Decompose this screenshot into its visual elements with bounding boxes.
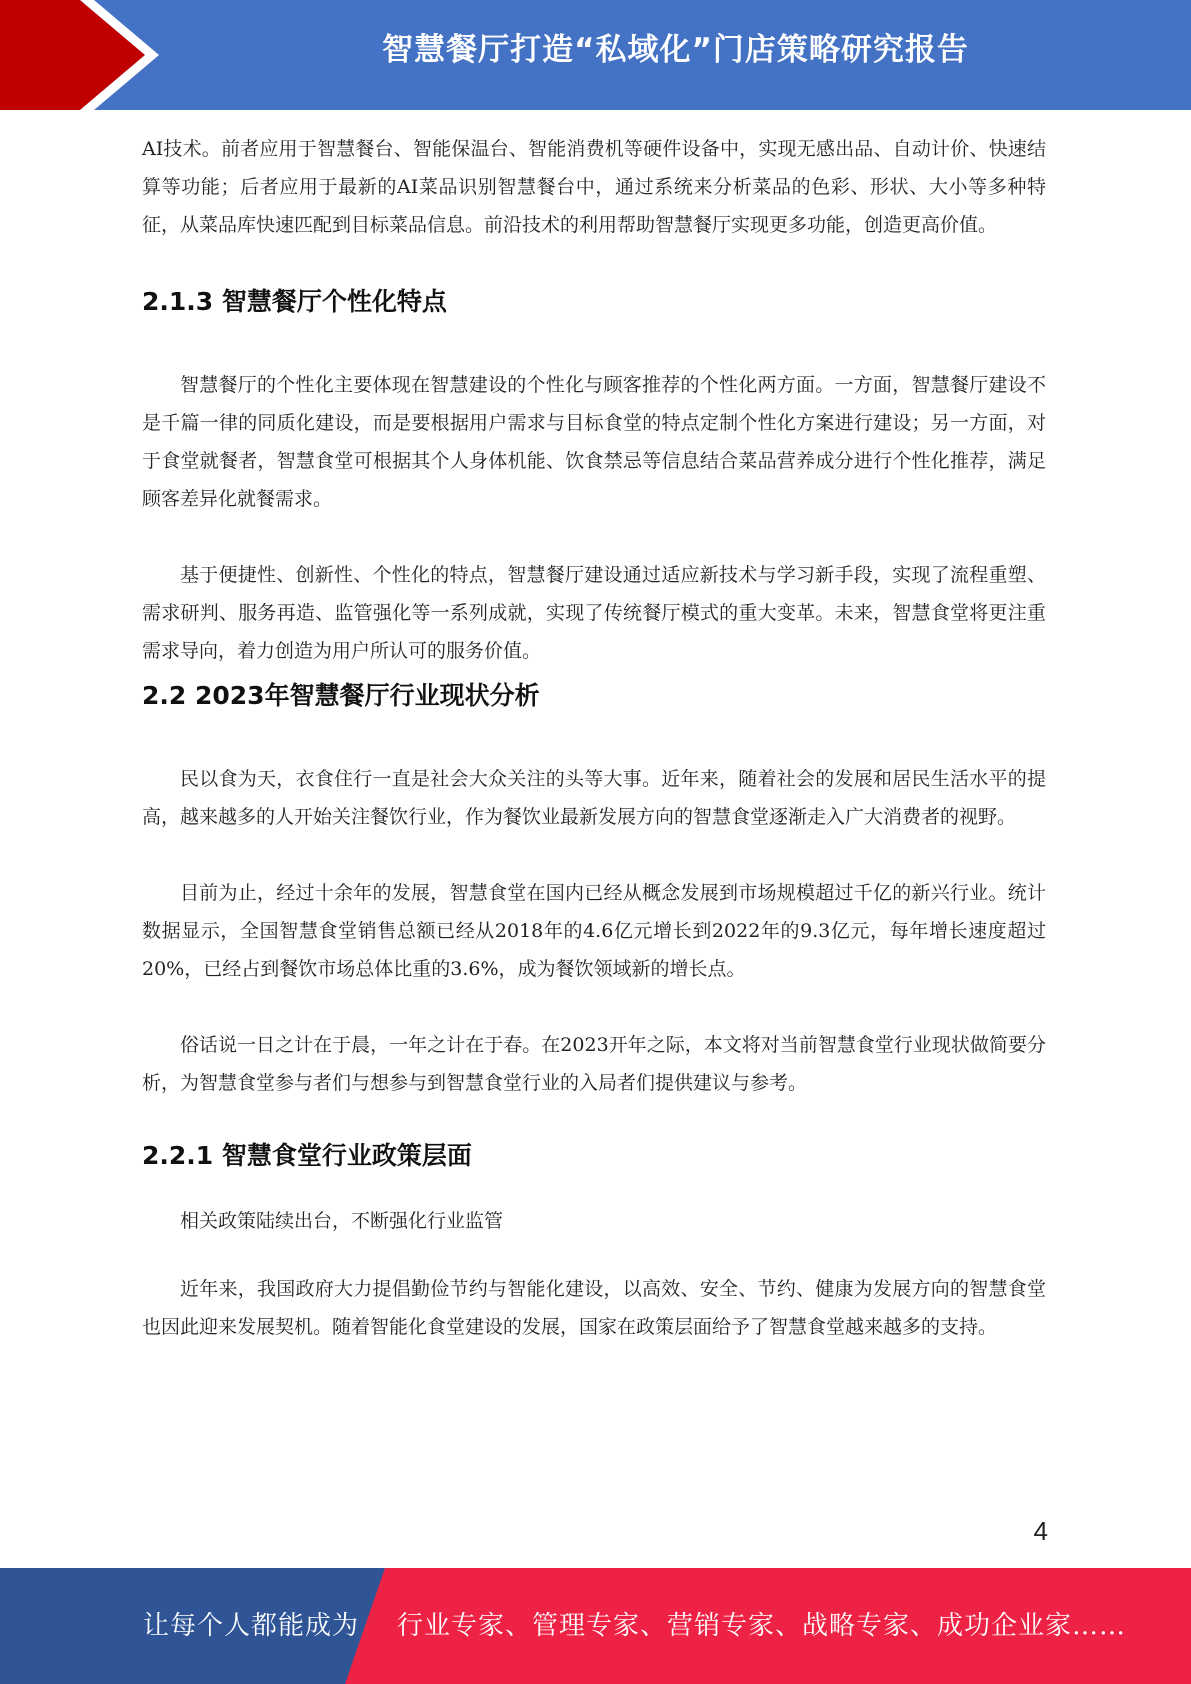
section-heading-2-2: 2.2 2023年智慧餐厅行业现状分析: [142, 681, 540, 710]
section-2-1-3-paragraph-1: 智慧餐厅的个性化主要体现在智慧建设的个性化与顾客推荐的个性化两方面。一方面，智慧餐厅建设不是千篇一律的同质化建设，而是要根据用户需求与目标食堂的特点定制个性化方案进行建设；另一方面，对于食堂就餐者，智慧食堂可根据其个人身体机能、饮食禁忌等信息结合菜品营养成分进行个性化推荐，满足顾客差异化就餐需求。: [142, 374, 1046, 510]
section-heading-2-1-3: 2.1.3 智慧餐厅个性化特点: [142, 287, 447, 316]
section-2-2-paragraph-3: 俗话说一日之计在于晨，一年之计在于春。在2023开年之际，本文将对当前智慧食堂行业现状做简要分析，为智慧食堂参与者们与想参与到智慧食堂行业的入局者们提供建议与参考。: [142, 1034, 1046, 1094]
page-number: 4: [1033, 1516, 1048, 1546]
footer-slogan-right: 行业专家、管理专家、营销专家、战略专家、成功企业家……: [397, 1611, 1127, 1641]
intro-paragraph: AI技术。前者应用于智慧餐台、智能保温台、智能消费机等硬件设备中，实现无感出品、自动计价、快速结算等功能；后者应用于最新的AI菜品识别智慧餐台中，通过系统来分析菜品的色彩、形状、大小等多种特征，从菜品库快速匹配到目标菜品信息。前沿技术的利用帮助智慧餐厅实现更多功能，创造更高价值。: [142, 138, 1046, 236]
footer-slogan-left: 让每个人都能成为: [143, 1611, 360, 1641]
section-2-2-paragraph-1: 民以食为天，衣食住行一直是社会大众关注的头等大事。近年来，随着社会的发展和居民生活水平的提高，越来越多的人开始关注餐饮行业，作为餐饮业最新发展方向的智慧食堂逐渐走入广大消费者的视野。: [142, 768, 1046, 828]
report-title: 智慧餐厅打造“私域化”门店策略研究报告: [382, 32, 969, 68]
page-header: [0, 0, 1191, 110]
section-2-1-3-paragraph-2: 基于便捷性、创新性、个性化的特点，智慧餐厅建设通过适应新技术与学习新手段，实现了流程重塑、需求研判、服务再造、监管强化等一系列成就，实现了传统餐厅模式的重大变革。未来，智慧食堂将更注重需求导向，着力创造为用户所认可的服务价值。: [142, 564, 1046, 662]
section-2-2-1-paragraph-1: 近年来，我国政府大力提倡勤俭节约与智能化建设，以高效、安全、节约、健康为发展方向的智慧食堂也因此迎来发展契机。随着智能化食堂建设的发展，国家在政策层面给予了智慧食堂越来越多的支持。: [142, 1278, 1046, 1338]
section-heading-2-2-1: 2.2.1 智慧食堂行业政策层面: [142, 1141, 472, 1170]
page-footer: [0, 1568, 1191, 1684]
section-2-2-paragraph-2: 目前为止，经过十余年的发展，智慧食堂在国内已经从概念发展到市场规模超过千亿的新兴行业。统计数据显示，全国智慧食堂销售总额已经从2018年的4.6亿元增长到2022年的9.3亿元，每年增长速度超过20%，已经占到餐饮市场总体比重的3.6%，成为餐饮领域新的增长点。: [142, 882, 1046, 980]
section-2-2-1-subtitle: 相关政策陆续出台，不断强化行业监管: [180, 1210, 504, 1232]
page-content: [142, 130, 1046, 1346]
